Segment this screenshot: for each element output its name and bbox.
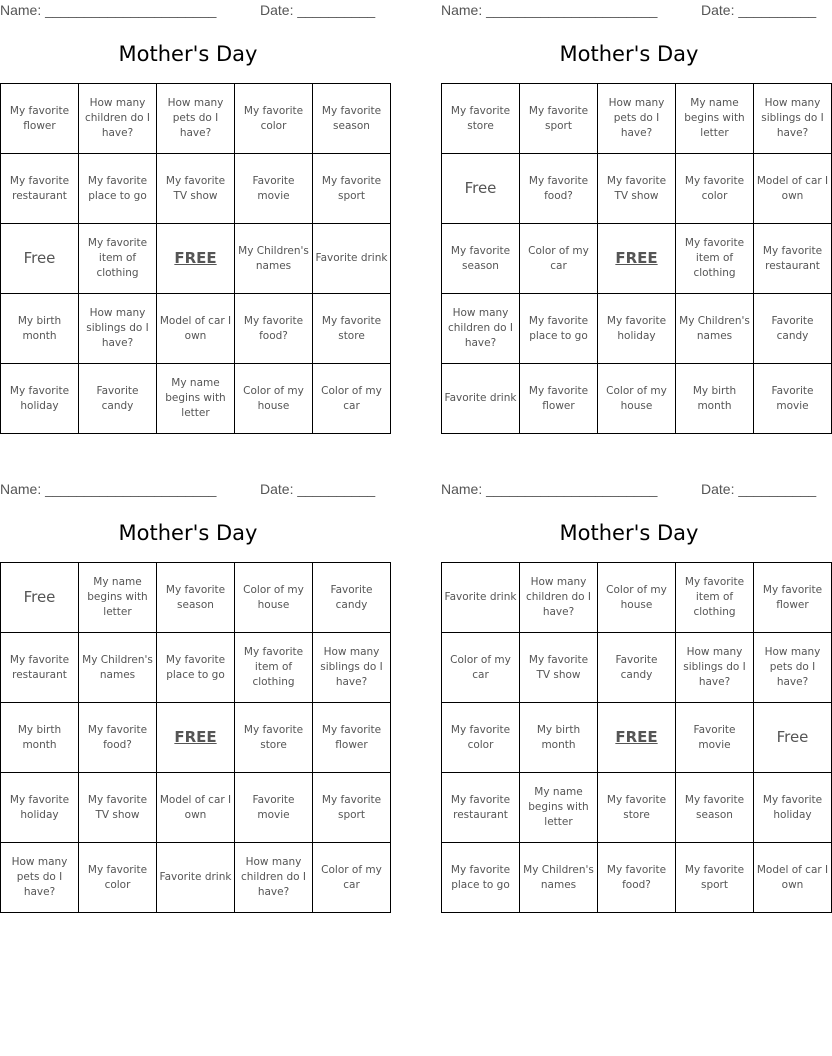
bingo-cell[interactable]: My favorite food? — [598, 843, 676, 913]
bingo-cell[interactable]: My favorite store — [313, 294, 391, 364]
bingo-row — [442, 364, 832, 434]
bingo-cell[interactable]: Free — [754, 703, 832, 773]
bingo-row — [442, 154, 832, 224]
bingo-grid — [441, 83, 832, 434]
bingo-cell[interactable]: My favorite TV show — [520, 633, 598, 703]
bingo-cell[interactable]: My favorite flower — [754, 563, 832, 633]
bingo-cell[interactable]: How many children do I have? — [520, 563, 598, 633]
bingo-cell[interactable]: My favorite TV show — [598, 154, 676, 224]
card-header — [0, 479, 376, 501]
bingo-grid — [0, 83, 391, 434]
bingo-card — [0, 479, 383, 898]
bingo-cell[interactable]: Favorite movie — [676, 703, 754, 773]
bingo-cell[interactable]: My favorite sport — [676, 843, 754, 913]
bingo-row — [1, 773, 391, 843]
bingo-cell[interactable]: Model of car I own — [157, 294, 235, 364]
bingo-cell[interactable]: My favorite place to go — [442, 843, 520, 913]
bingo-cell[interactable]: My favorite sport — [313, 773, 391, 843]
card-title: Mother's Day — [559, 521, 699, 545]
bingo-cell[interactable]: Favorite movie — [235, 773, 313, 843]
card-header — [441, 0, 817, 22]
bingo-row — [442, 843, 832, 913]
bingo-cell[interactable]: How many pets do I have? — [598, 84, 676, 154]
bingo-cell[interactable]: My favorite TV show — [157, 154, 235, 224]
bingo-cell[interactable]: My favorite season — [157, 563, 235, 633]
bingo-cell[interactable]: How many siblings do I have? — [79, 294, 157, 364]
bingo-cell[interactable]: My Children's names — [520, 843, 598, 913]
card-header — [0, 0, 376, 22]
bingo-cell[interactable]: Favorite movie — [754, 364, 832, 434]
bingo-cell[interactable]: My favorite place to go — [79, 154, 157, 224]
bingo-cell[interactable]: My favorite season — [676, 773, 754, 843]
bingo-row — [442, 224, 832, 294]
date-line[interactable]: Date: __________ — [701, 2, 817, 18]
name-line[interactable]: Name: ______________________ — [441, 2, 658, 18]
bingo-cell[interactable]: My name begins with letter — [676, 84, 754, 154]
bingo-card — [0, 0, 388, 419]
bingo-cell[interactable]: Model of car I own — [754, 843, 832, 913]
bingo-cell[interactable]: My favorite color — [442, 703, 520, 773]
bingo-row — [1, 703, 391, 773]
name-line[interactable]: Name: ______________________ — [441, 481, 658, 497]
bingo-card — [441, 0, 829, 412]
bingo-cell[interactable]: My name begins with letter — [79, 563, 157, 633]
bingo-cell[interactable]: My favorite holiday — [1, 364, 79, 434]
bingo-row — [1, 633, 391, 703]
date-line[interactable]: Date: __________ — [260, 481, 376, 497]
bingo-cell[interactable]: My favorite flower — [1, 84, 79, 154]
bingo-cell[interactable]: My favorite food? — [235, 294, 313, 364]
bingo-cell[interactable]: FREE — [157, 703, 235, 773]
bingo-row — [442, 84, 832, 154]
bingo-cell[interactable]: My favorite place to go — [157, 633, 235, 703]
bingo-cell[interactable]: Favorite drink — [157, 843, 235, 913]
bingo-cell[interactable]: How many children do I have? — [442, 294, 520, 364]
bingo-cell[interactable]: FREE — [157, 224, 235, 294]
bingo-row — [442, 703, 832, 773]
bingo-cell[interactable]: My birth month — [1, 294, 79, 364]
bingo-row — [1, 843, 391, 913]
bingo-grid — [0, 562, 391, 913]
bingo-cell[interactable]: My favorite holiday — [754, 773, 832, 843]
bingo-cell[interactable]: My favorite store — [442, 84, 520, 154]
bingo-cell[interactable]: Color of my car — [313, 843, 391, 913]
card-title: Mother's Day — [559, 42, 699, 66]
bingo-cell[interactable]: How many siblings do I have? — [676, 633, 754, 703]
bingo-cell[interactable]: My birth month — [1, 703, 79, 773]
bingo-cell[interactable]: My favorite restaurant — [754, 224, 832, 294]
bingo-cell[interactable]: How many siblings do I have? — [313, 633, 391, 703]
bingo-cell[interactable]: My favorite sport — [313, 154, 391, 224]
bingo-cell[interactable]: My favorite food? — [79, 703, 157, 773]
bingo-cell[interactable]: My favorite food? — [520, 154, 598, 224]
bingo-cell[interactable]: My favorite color — [676, 154, 754, 224]
bingo-cell[interactable]: My favorite season — [313, 84, 391, 154]
bingo-cell[interactable]: Free — [442, 154, 520, 224]
bingo-cell[interactable]: My favorite color — [79, 843, 157, 913]
date-line[interactable]: Date: __________ — [701, 481, 817, 497]
bingo-cell[interactable]: Color of my house — [598, 563, 676, 633]
bingo-cell[interactable]: My name begins with letter — [157, 364, 235, 434]
bingo-cell[interactable]: Favorite drink — [313, 224, 391, 294]
bingo-cell[interactable]: My favorite restaurant — [1, 633, 79, 703]
bingo-cell[interactable]: My name begins with letter — [520, 773, 598, 843]
bingo-cell[interactable]: Color of my house — [598, 364, 676, 434]
bingo-cell[interactable]: FREE — [598, 224, 676, 294]
card-title: Mother's Day — [118, 521, 258, 545]
bingo-row — [442, 294, 832, 364]
date-line[interactable]: Date: __________ — [260, 2, 376, 18]
bingo-row — [1, 84, 391, 154]
bingo-cell[interactable]: My favorite color — [235, 84, 313, 154]
bingo-cell[interactable]: How many siblings do I have? — [754, 84, 832, 154]
bingo-cell[interactable]: My Children's names — [676, 294, 754, 364]
bingo-cell[interactable]: Favorite candy — [598, 633, 676, 703]
bingo-row — [1, 294, 391, 364]
bingo-cell[interactable]: How many children do I have? — [79, 84, 157, 154]
name-line[interactable]: Name: ______________________ — [0, 2, 217, 18]
bingo-cell[interactable]: My favorite place to go — [520, 294, 598, 364]
bingo-cell[interactable]: My favorite item of clothing — [79, 224, 157, 294]
bingo-cell[interactable]: How many pets do I have? — [157, 84, 235, 154]
card-header — [441, 479, 817, 501]
bingo-cell[interactable]: My favorite item of clothing — [676, 563, 754, 633]
bingo-row — [1, 154, 391, 224]
bingo-cell[interactable]: My Children's names — [235, 224, 313, 294]
bingo-cell[interactable]: Color of my car — [313, 364, 391, 434]
bingo-cell[interactable]: Model of car I own — [157, 773, 235, 843]
bingo-cell[interactable]: How many children do I have? — [235, 843, 313, 913]
bingo-row — [442, 563, 832, 633]
bingo-cell[interactable]: My favorite store — [598, 773, 676, 843]
bingo-cell[interactable]: Favorite candy — [754, 294, 832, 364]
bingo-cell[interactable]: Free — [1, 563, 79, 633]
bingo-cell[interactable]: My favorite item of clothing — [676, 224, 754, 294]
bingo-card — [441, 479, 829, 891]
bingo-cell[interactable]: My favorite restaurant — [1, 154, 79, 224]
bingo-grid — [441, 562, 832, 913]
bingo-cell[interactable]: My Children's names — [79, 633, 157, 703]
bingo-cell[interactable]: My favorite item of clothing — [235, 633, 313, 703]
bingo-cell[interactable]: My favorite sport — [520, 84, 598, 154]
bingo-row — [1, 224, 391, 294]
bingo-row — [1, 364, 391, 434]
bingo-cell[interactable]: Color of my house — [235, 364, 313, 434]
bingo-row — [442, 633, 832, 703]
bingo-cell[interactable]: My birth month — [520, 703, 598, 773]
bingo-cell[interactable]: My favorite flower — [313, 703, 391, 773]
bingo-cell[interactable]: My favorite restaurant — [442, 773, 520, 843]
bingo-cell[interactable]: Color of my car — [442, 633, 520, 703]
bingo-cell[interactable]: My favorite flower — [520, 364, 598, 434]
bingo-cell[interactable]: How many pets do I have? — [754, 633, 832, 703]
bingo-cell[interactable]: FREE — [598, 703, 676, 773]
bingo-cell[interactable]: Favorite candy — [313, 563, 391, 633]
bingo-cell[interactable]: My favorite holiday — [1, 773, 79, 843]
bingo-cell[interactable]: My favorite season — [442, 224, 520, 294]
card-title: Mother's Day — [118, 42, 258, 66]
bingo-cell[interactable]: Favorite drink — [442, 364, 520, 434]
bingo-cell[interactable]: Color of my house — [235, 563, 313, 633]
bingo-cell[interactable]: How many pets do I have? — [1, 843, 79, 913]
bingo-cell[interactable]: Favorite candy — [79, 364, 157, 434]
bingo-cell[interactable]: Model of car I own — [754, 154, 832, 224]
bingo-row — [1, 563, 391, 633]
bingo-cell[interactable]: My favorite holiday — [598, 294, 676, 364]
bingo-cell[interactable]: Favorite movie — [235, 154, 313, 224]
bingo-cell[interactable]: My birth month — [676, 364, 754, 434]
name-line[interactable]: Name: ______________________ — [0, 481, 217, 497]
bingo-row — [442, 773, 832, 843]
bingo-cell[interactable]: Free — [1, 224, 79, 294]
bingo-cell[interactable]: My favorite store — [235, 703, 313, 773]
bingo-cell[interactable]: Color of my car — [520, 224, 598, 294]
bingo-cell[interactable]: My favorite TV show — [79, 773, 157, 843]
bingo-cell[interactable]: Favorite drink — [442, 563, 520, 633]
